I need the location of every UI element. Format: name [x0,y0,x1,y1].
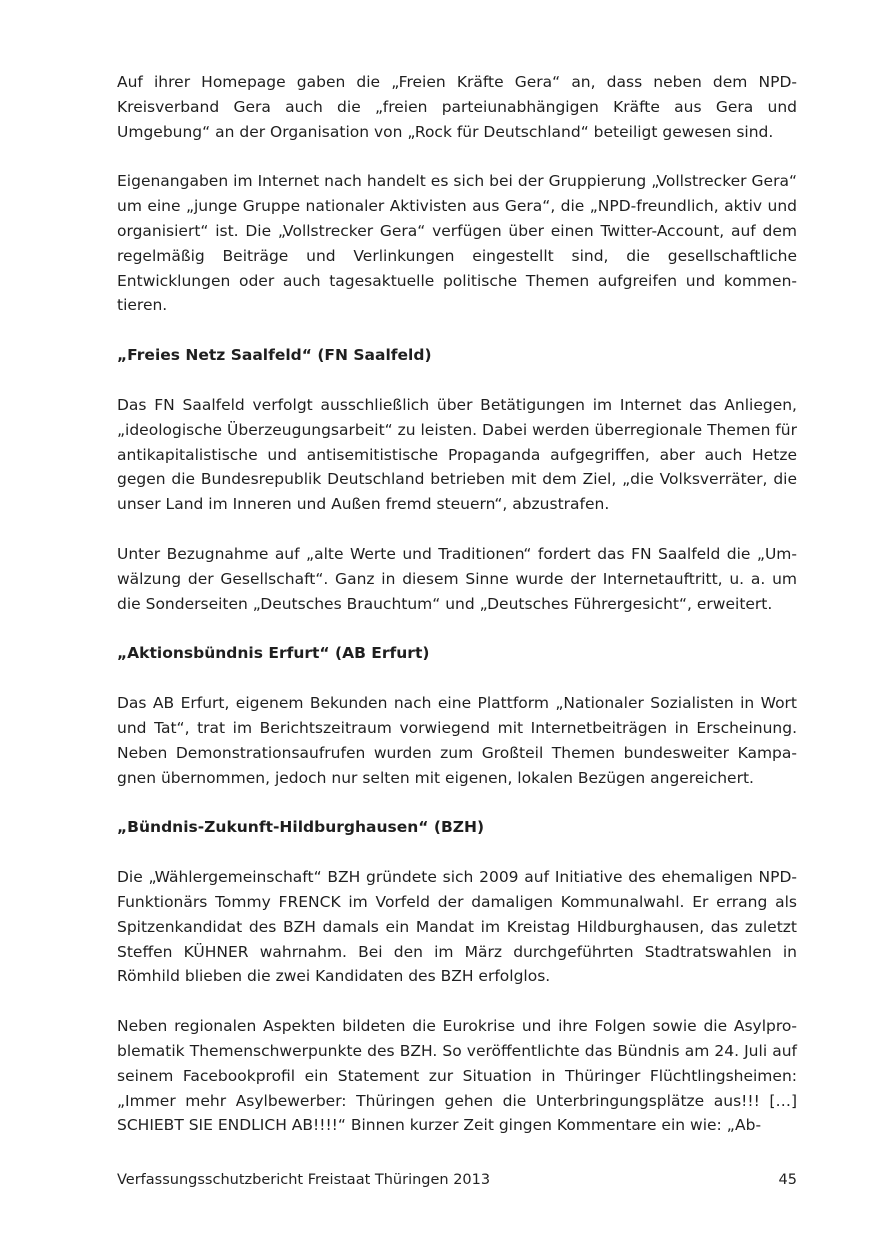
paragraph: Das FN Saalfeld verfolgt ausschließlich über Betätigungen im Internet das Anliegen, „ideologische Überzeugungsarbeit“ zu leisten. Dabei werden überregionale Themen für antikapitalistische und antisemitistische Propaganda aufgegriffen, aber auch Hetze gegen die Bundesrepublik Deutschland betrieben mit dem Ziel, „die Volksverräter, die unser Land im Inneren und Außen fremd steuern“, abzustrafen. [117,395,797,514]
paragraph: Die „Wählergemeinschaft“ BZH gründete sich 2009 auf Initiative des ehemaligen NPD-Funktionärs Tommy FRENCK im Vorfeld der damaligen Kommunalwahl. Er errang als Spitzenkandidat des BZH damals ein Mandat im Kreistag Hildburghausen, das zuletzt Steffen KÜHNER wahrnahm. Bei den im März durchgeführten Stadtratswahlen in Römhild blieben die zwei Kandidaten des BZH erfolglos. [117,868,797,986]
paragraph: Neben regionalen Aspekten bildeten die Eurokrise und ihre Folgen sowie die Asylproblematik Themenschwerpunkte des BZH. So veröffentlichte das Bündnis am 24. Juli auf seinem Facebookprofil ein Statement zur Situation in Thüringer Flüchtlingsheimen: „Immer mehr Asylbewerber: Thüringen gehen die Unterbringungsplätze aus!!! […] SCHIEBT SIE ENDLICH AB!!!!“ Binnen kurzer Zeit gingen Kommentare ein wie: „Ab- [117,1017,797,1135]
section-heading: „Freies Netz Saalfeld“ (FN Saalfeld) [117,346,432,365]
footer-title: Verfassungsschutzbericht Freistaat Thüringen 2013 [117,1172,491,1188]
paragraph: Das AB Erfurt, eigenem Bekunden nach eine Plattform „Nationaler Sozialisten in Wort und Tat“, trat im Berichtszeitraum vorwiegend mit Internetbeiträgen in Erscheinung. Neben Demonstrationsaufrufen wurden zum Großteil Themen bundesweiter Kampagnen übernommen, jedoch nur selten mit eigenen, lokalen Bezügen angereichert. [117,694,797,787]
paragraph: Auf ihrer Homepage gaben die „Freien Kräfte Gera“ an, dass neben dem NPD-Kreisverband Gera auch die „freien parteiunabhängigen Kräfte aus Gera und Umgebung“ an der Organisation von „Rock für Deutschland“ beteiligt gewesen sind. [117,73,797,141]
page-content [117,70,797,1163]
section-heading: „Bündnis-Zukunft-Hildburghausen“ (BZH) [117,818,485,837]
page-number: 45 [778,1172,797,1188]
paragraph: Eigenangaben im Internet nach handelt es sich bei der Gruppierung „Vollstrecker Gera“ um eine „junge Gruppe nationaler Aktivisten aus Gera“, die „NPD-freundlich, aktiv und organisiert“ ist. Die „Vollstrecker Gera“ verfügen über einen Twitter-Account, auf dem regelmäßig Beiträge und Verlinkungen eingestellt sind, die gesellschaftliche Entwicklungen oder auch tagesaktuelle politische Themen aufgreifen und kommentieren. [117,172,797,315]
paragraph: Unter Bezugnahme auf „alte Werte und Traditionen“ fordert das FN Saalfeld die „Umwälzung der Gesellschaft“. Ganz in diesem Sinne wurde der Internetauftritt, u. a. um die Sonderseiten „Deutsches Brauchtum“ und „Deutsches Führergesicht“, erweitert. [117,544,797,613]
page-footer [117,1168,797,1192]
section-heading: „Aktionsbündnis Erfurt“ (AB Erfurt) [117,644,430,663]
